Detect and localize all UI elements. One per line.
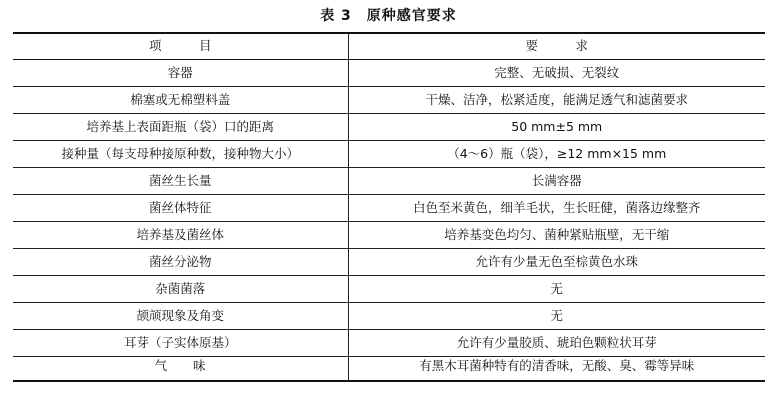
table-caption: 表 3 原种感官要求	[320, 8, 457, 24]
item-cell: 棉塞或无棉塑料盖	[13, 87, 348, 114]
requirement-cell: 无	[348, 276, 765, 303]
table-row	[13, 249, 765, 276]
item-cell: 杂菌菌落	[13, 276, 348, 303]
table-row	[13, 195, 765, 222]
requirement-cell: 完整、无破损、无裂纹	[348, 60, 765, 87]
item-cell: 耳芽（子实体原基）	[13, 330, 348, 357]
table-row	[13, 60, 765, 87]
requirement-cell: 长满容器	[348, 168, 765, 195]
item-cell: 颉颃现象及角变	[13, 303, 348, 330]
table-row	[13, 168, 765, 195]
table-row	[13, 276, 765, 303]
table-row	[13, 303, 765, 330]
item-cell: 接种量（每支母种接原种数，接种物大小）	[13, 141, 348, 168]
requirement-cell: 有黑木耳菌种特有的清香味，无酸、臭、霉等异味	[348, 357, 765, 382]
item-cell: 菌丝生长量	[13, 168, 348, 195]
requirement-cell: 干燥、洁净，松紧适度，能满足透气和滤菌要求	[348, 87, 765, 114]
sensory-requirements-table	[13, 32, 765, 382]
requirement-cell: 白色至米黄色，细羊毛状，生长旺健，菌落边缘整齐	[348, 195, 765, 222]
requirement-cell: 培养基变色均匀、菌种紧贴瓶壁，无干缩	[348, 222, 765, 249]
requirement-cell: （4～6）瓶（袋），≥12 mm×15 mm	[348, 141, 765, 168]
item-cell: 菌丝分泌物	[13, 249, 348, 276]
item-cell: 培养基上表面距瓶（袋）口的距离	[13, 114, 348, 141]
table-row	[13, 87, 765, 114]
requirement-cell: 允许有少量胶质、琥珀色颗粒状耳芽	[348, 330, 765, 357]
column-header-item: 项 目	[13, 33, 348, 60]
item-cell: 容器	[13, 60, 348, 87]
item-cell: 气 味	[13, 357, 348, 382]
requirement-cell: 允许有少量无色至棕黄色水珠	[348, 249, 765, 276]
item-cell: 菌丝体特征	[13, 195, 348, 222]
table-header-row	[13, 33, 765, 60]
item-cell: 培养基及菌丝体	[13, 222, 348, 249]
table-row	[13, 222, 765, 249]
requirement-cell: 50 mm±5 mm	[348, 114, 765, 141]
table-row	[13, 357, 765, 382]
table-row	[13, 114, 765, 141]
column-header-requirement: 要 求	[348, 33, 765, 60]
requirement-cell: 无	[348, 303, 765, 330]
table-row	[13, 141, 765, 168]
table-row	[13, 330, 765, 357]
